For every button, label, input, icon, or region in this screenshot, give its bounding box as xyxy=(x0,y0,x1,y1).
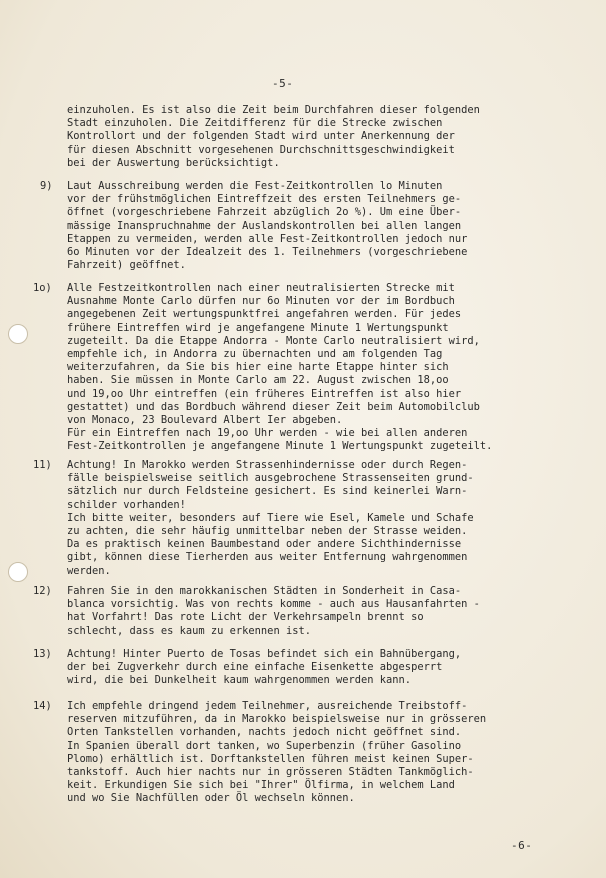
page-number-bottom: -6- xyxy=(511,839,533,852)
text-line: Ich empfehle dringend jedem Teilnehmer, ausreichende Treibstoff- xyxy=(67,700,468,712)
section-number: 14) xyxy=(33,700,52,712)
text-line: gibt, können diese Tierherden aus weiter Entfernung wahrgenommen xyxy=(67,551,468,564)
punch-hole-bottom xyxy=(8,562,28,582)
text-line: 6o Minuten vor der Idealzeit des 1. Teilnehmers (vorgeschriebene xyxy=(67,246,468,259)
section-number: 1o) xyxy=(33,282,52,294)
text-line: bei der Auswertung berücksichtigt. xyxy=(67,156,280,169)
text-line: blanca vorsichtig. Was von rechts komme - auch aus Hausanfahrten - xyxy=(67,598,480,611)
text-line: Orten Tankstellen vorhanden, nachts jedoch nicht geöffnet sind. xyxy=(67,726,462,739)
text-line: werden. xyxy=(67,564,111,577)
text-line: einzuholen. Es ist also die Zeit beim Durchfahren dieser folgenden xyxy=(67,104,480,116)
text-line: mässige Inanspruchnahme der Auslandskontrollen bei allen langen xyxy=(67,219,462,232)
text-line: zu achten, die sehr häufig unmittelbar neben der Strasse weiden. xyxy=(67,525,468,538)
text-line: Kontrollort und der folgenden Stadt wird unter Anerkennung der xyxy=(67,130,455,143)
text-line: Fahrzeit) geöffnet. xyxy=(67,259,186,272)
section-body xyxy=(67,700,486,806)
text-line: Plomo) erhältlich ist. Dorftankstellen führen meist keinen Super- xyxy=(67,752,474,765)
section-body xyxy=(67,180,467,272)
text-line: sätzlich nur durch Feldsteine gesichert. Es sind keinerlei Warn- xyxy=(67,485,468,498)
text-line: gestattet) und das Bordbuch während dieser Zeit beim Automobilclub xyxy=(67,400,480,413)
text-line: tankstoff. Auch hier nachts nur in grösseren Städten Tankmöglich- xyxy=(67,766,474,779)
text-line: Achtung! Hinter Puerto de Tosas befindet sich ein Bahnübergang, xyxy=(67,648,462,660)
text-line: hat Vorfahrt! Das rote Licht der Verkehrsampeln brennt so xyxy=(67,611,424,624)
text-line: und wo Sie Nachfüllen oder Öl wechseln können. xyxy=(67,792,355,805)
text-line: Etappen zu vermeiden, werden alle Fest-Zeitkontrollen jedoch nur xyxy=(67,232,468,245)
text-line: Stadt einzuholen. Die Zeitdifferenz für die Strecke zwischen xyxy=(67,117,443,130)
intro-paragraph xyxy=(67,104,587,170)
text-line: fälle beispielsweise seitlich ausgebrochene Strassenseiten grund- xyxy=(67,472,474,485)
section-body xyxy=(67,585,480,638)
text-line: wird, die bei Dunkelheit kaum wahrgenommen werden kann. xyxy=(67,674,412,687)
section-body xyxy=(67,282,492,454)
text-line: keit. Erkundigen Sie sich bei "Ihrer" Ölfirma, in welchem Land xyxy=(67,779,455,792)
text-line: Achtung! In Marokko werden Strassenhindernisse oder durch Regen- xyxy=(67,459,468,471)
text-line: haben. Sie müssen in Monte Carlo am 22. August zwischen 18,oo xyxy=(67,374,449,387)
text-line: der bei Zugverkehr durch eine einfache Eisenkette abgesperrt xyxy=(67,661,443,674)
text-line: Für ein Eintreffen nach 19,oo Uhr werden - wie bei allen anderen xyxy=(67,427,468,440)
section-number: 9) xyxy=(40,180,53,192)
text-line: für diesen Abschnitt vorgesehenen Durchschnittsgeschwindigkeit xyxy=(67,143,455,156)
text-line: und 19,oo Uhr eintreffen (ein früheres Eintreffen ist also hier xyxy=(67,387,462,400)
punch-hole-top xyxy=(8,324,28,344)
text-line: vor der frühstmöglichen Eintreffzeit des ersten Teilnehmers ge- xyxy=(67,193,462,206)
text-line: schilder vorhanden! xyxy=(67,498,186,511)
text-line: Alle Festzeitkontrollen nach einer neutralisierten Strecke mit xyxy=(67,282,455,294)
text-line: schlecht, dass es kaum zu erkennen ist. xyxy=(67,624,311,637)
text-line: öffnet (vorgeschriebene Fahrzeit abzüglich 2o %). Um eine Über- xyxy=(67,206,462,219)
page-number-top: -5- xyxy=(272,77,294,90)
text-line: Laut Ausschreibung werden die Fest-Zeitkontrollen lo Minuten xyxy=(67,180,443,192)
text-line: angegebenen Zeit wertungspunktfrei angefahren werden. Für jedes xyxy=(67,308,462,321)
text-line: empfehle ich, in Andorra zu übernachten und am folgenden Tag xyxy=(67,348,443,361)
text-line: Fest-Zeitkontrollen je angefangene Minute 1 Wertungspunkt zugeteilt. xyxy=(67,440,493,453)
section-number: 12) xyxy=(33,585,52,597)
text-line: Fahren Sie in den marokkanischen Städten in Sonderheit in Casa- xyxy=(67,585,462,597)
text-line: In Spanien überall dort tanken, wo Superbenzin (früher Gasolino xyxy=(67,739,462,752)
section-number: 13) xyxy=(33,648,52,660)
text-line: frühere Eintreffen wird je angefangene Minute 1 Wertungspunkt xyxy=(67,321,449,334)
text-line: reserven mitzuführen, da in Marokko beispielsweise nur in grösseren xyxy=(67,713,487,726)
section-body xyxy=(67,648,461,688)
section-body xyxy=(67,459,474,578)
text-line: zugeteilt. Da die Etappe Andorra - Monte Carlo neutralisiert wird, xyxy=(67,334,480,347)
text-line: weiterzufahren, da Sie bis hier eine harte Etappe hinter sich xyxy=(67,361,449,374)
text-line: von Monaco, 23 Boulevard Albert Ier abgeben. xyxy=(67,414,343,427)
section-number: 11) xyxy=(33,459,52,471)
text-line: Da es praktisch keinen Baumbestand oder andere Sichthindernisse xyxy=(67,538,462,551)
text-line: Ich bitte weiter, besonders auf Tiere wie Esel, Kamele und Schafe xyxy=(67,511,474,524)
text-line: Ausnahme Monte Carlo dürfen nur 6o Minuten vor der im Bordbuch xyxy=(67,295,455,308)
